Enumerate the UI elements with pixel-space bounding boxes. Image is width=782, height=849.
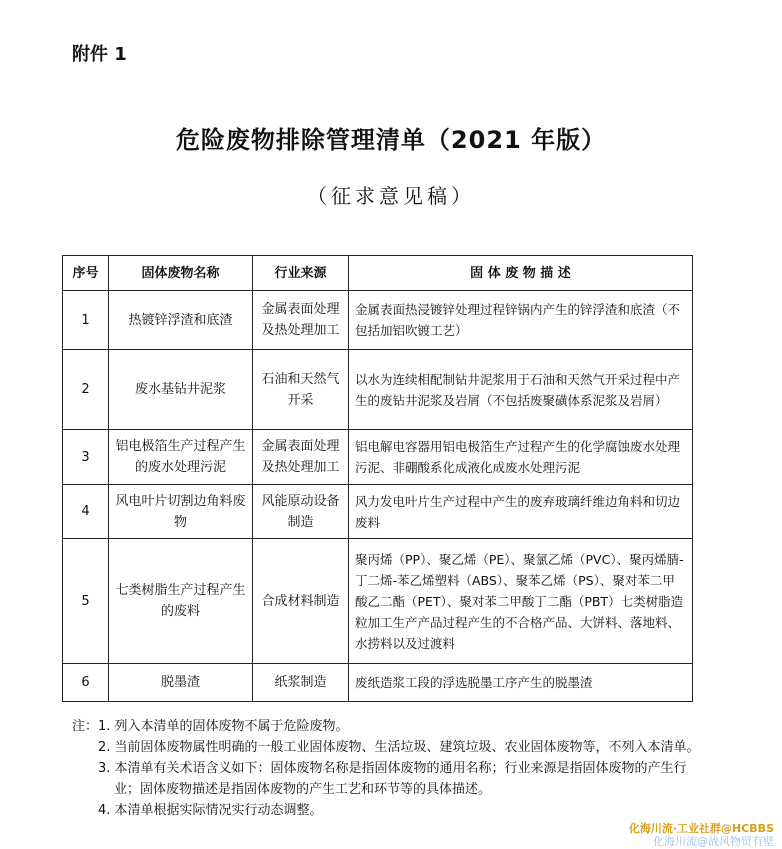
- cell-name: 风电叶片切割边角料废物: [109, 485, 253, 539]
- note-text: 3. 本清单有关术语含义如下：固体废物名称是指固体废物的通用名称；行业来源是指固体废物的产生行业；固体废物描述是指固体废物的产生工艺和环节等的具体描述。: [98, 761, 687, 797]
- cell-desc: 金属表面热浸镀锌处理过程锌锅内产生的锌浮渣和底渣（不包括加铝吹镀工艺）: [349, 291, 693, 350]
- header-desc: 固 体 废 物 描 述: [349, 256, 693, 291]
- watermark: [629, 822, 774, 848]
- notes-section: [72, 716, 712, 821]
- note-item: [72, 737, 712, 758]
- cell-name: 铝电极箔生产过程产生的废水处理污泥: [109, 430, 253, 485]
- table-row: [63, 350, 693, 430]
- header-source: 行业来源: [253, 256, 349, 291]
- cell-desc: 以水为连续相配制钻井泥浆用于石油和天然气开采过程中产生的废钻井泥浆及岩屑（不包括废聚磺体系泥浆及岩屑）: [349, 350, 693, 430]
- table-row: [63, 291, 693, 350]
- cell-no: 3: [63, 430, 109, 485]
- watermark-line-2: 化海川流@战风物贸有壁: [653, 835, 774, 848]
- cell-desc: 废纸造浆工段的浮选脱墨工序产生的脱墨渣: [349, 664, 693, 702]
- note-item: [72, 758, 712, 800]
- cell-no: 6: [63, 664, 109, 702]
- table-row: [63, 539, 693, 664]
- cell-no: 2: [63, 350, 109, 430]
- cell-desc: 聚丙烯（PP）、聚乙烯（PE）、聚氯乙烯（PVC）、聚丙烯腈-丁二烯-苯乙烯塑料（ABS）、聚苯乙烯（PS）、聚对苯二甲酸乙二酯（PET）、聚对苯二甲酸丁二酯（PBT）七类树脂造粒加工生产产品过程产生的不合格产品、大饼料、落地料、水捞料以及过渡料: [349, 539, 693, 664]
- attachment-label: 附件 1: [72, 44, 127, 65]
- cell-source: 金属表面处理及热处理加工: [253, 430, 349, 485]
- note-text: 2. 当前固体废物属性明确的一般工业固体废物、生活垃圾、建筑垃圾、农业固体废物等，不列入本清单。: [98, 740, 700, 755]
- cell-source: 合成材料制造: [253, 539, 349, 664]
- cell-name: 热镀锌浮渣和底渣: [109, 291, 253, 350]
- cell-name: 废水基钻井泥浆: [109, 350, 253, 430]
- note-item: [72, 716, 712, 737]
- cell-source: 纸浆制造: [253, 664, 349, 702]
- table-row: [63, 664, 693, 702]
- table-row: [63, 430, 693, 485]
- watermark-line-1: 化海川流·工业社群@HCBBS: [628, 822, 774, 835]
- document-title: 危险废物排除管理清单（2021 年版）: [175, 126, 607, 154]
- header-name: 固体废物名称: [109, 256, 253, 291]
- notes-label: 注：: [72, 719, 99, 734]
- cell-name: 脱墨渣: [109, 664, 253, 702]
- cell-desc: 风力发电叶片生产过程中产生的废弃玻璃纤维边角料和切边废料: [349, 485, 693, 539]
- exclusion-list-table: [62, 255, 693, 702]
- note-text: 4. 本清单根据实际情况实行动态调整。: [98, 803, 323, 818]
- note-item: [72, 800, 712, 821]
- table-row: [63, 485, 693, 539]
- cell-no: 5: [63, 539, 109, 664]
- cell-source: 风能原动设备制造: [253, 485, 349, 539]
- header-no: 序号: [63, 256, 109, 291]
- table-header-row: [63, 256, 693, 291]
- cell-source: 金属表面处理及热处理加工: [253, 291, 349, 350]
- cell-desc: 铝电解电容器用铝电极箔生产过程产生的化学腐蚀废水处理污泥、非硼酸系化成液化成废水处理污泥: [349, 430, 693, 485]
- cell-no: 4: [63, 485, 109, 539]
- cell-no: 1: [63, 291, 109, 350]
- document-subtitle: （征求意见稿）: [307, 184, 475, 208]
- cell-name: 七类树脂生产过程产生的废料: [109, 539, 253, 664]
- cell-source: 石油和天然气开采: [253, 350, 349, 430]
- note-text: 1. 列入本清单的固体废物不属于危险废物。: [98, 719, 349, 734]
